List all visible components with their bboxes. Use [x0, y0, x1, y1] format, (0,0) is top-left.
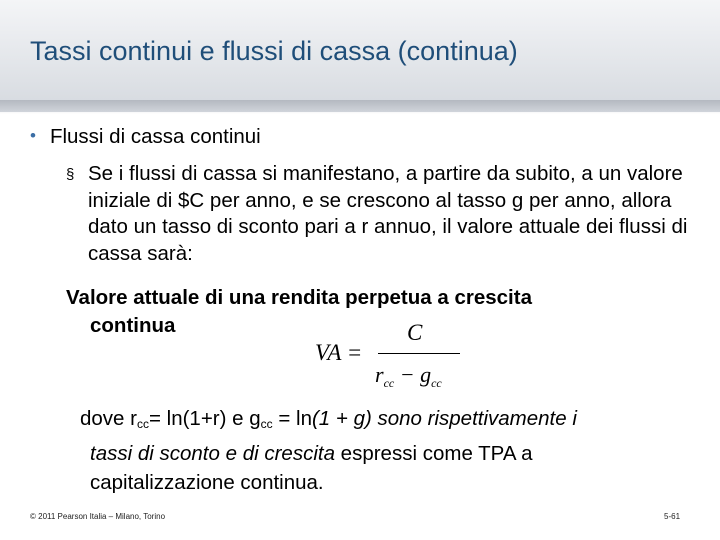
- note-italic: (1 + g) sono rispettivamente i: [311, 407, 577, 430]
- den-minus: −: [394, 362, 421, 387]
- note-sub: cc: [136, 417, 149, 431]
- footer-copyright: © 2011 Pearson Italia – Milano, Torino: [30, 512, 166, 521]
- bullet-level1-text: Flussi di cassa continui: [49, 125, 261, 148]
- fraction-bar: [378, 353, 460, 354]
- note-text: = ln(1+r) e g: [148, 407, 261, 430]
- footer-page-number: 5-61: [664, 512, 681, 521]
- note-text: = ln: [272, 407, 312, 430]
- bullet-level1: [30, 125, 261, 149]
- note-line-3: capitalizzazione continua.: [90, 471, 324, 494]
- formula-denominator: [375, 362, 442, 391]
- den-r-sub: cc: [383, 376, 395, 390]
- bullet-level2-text: Se i flussi di cassa si manifestano, a partire da subito, a un valore iniziale di $C per anno, e se crescono al tasso g per anno, allora dato un tasso di sconto pari a r annuo, il valore attuale dei flussi di cassa sarà:: [88, 162, 688, 265]
- emphasis-line-1: Valore attuale di una rendita perpetua a crescita: [66, 286, 532, 309]
- slide-title: Tassi continui e flussi di cassa (continua): [30, 36, 518, 66]
- bullet-square-icon: §: [66, 166, 75, 183]
- formula-numerator: C: [407, 320, 423, 345]
- present-value-formula: [315, 320, 475, 390]
- note-text: dove r: [80, 407, 137, 430]
- den-g-sub: cc: [431, 376, 442, 390]
- note-line-2: [80, 439, 700, 468]
- bullet-level2: [66, 161, 696, 267]
- note-text: espressi come TPA a: [334, 442, 533, 465]
- note-italic: tassi di sconto e di crescita: [90, 442, 335, 465]
- formula-note: [80, 404, 700, 497]
- den-r: r: [375, 362, 384, 387]
- title-band-shadow: [0, 100, 720, 114]
- formula-lhs: VA =: [315, 340, 363, 365]
- den-g: g: [420, 362, 432, 387]
- bullet-dot-icon: •: [30, 126, 36, 145]
- note-line-1: [80, 407, 577, 430]
- note-sub: cc: [260, 417, 273, 431]
- emphasis-line-2: continua: [90, 314, 176, 337]
